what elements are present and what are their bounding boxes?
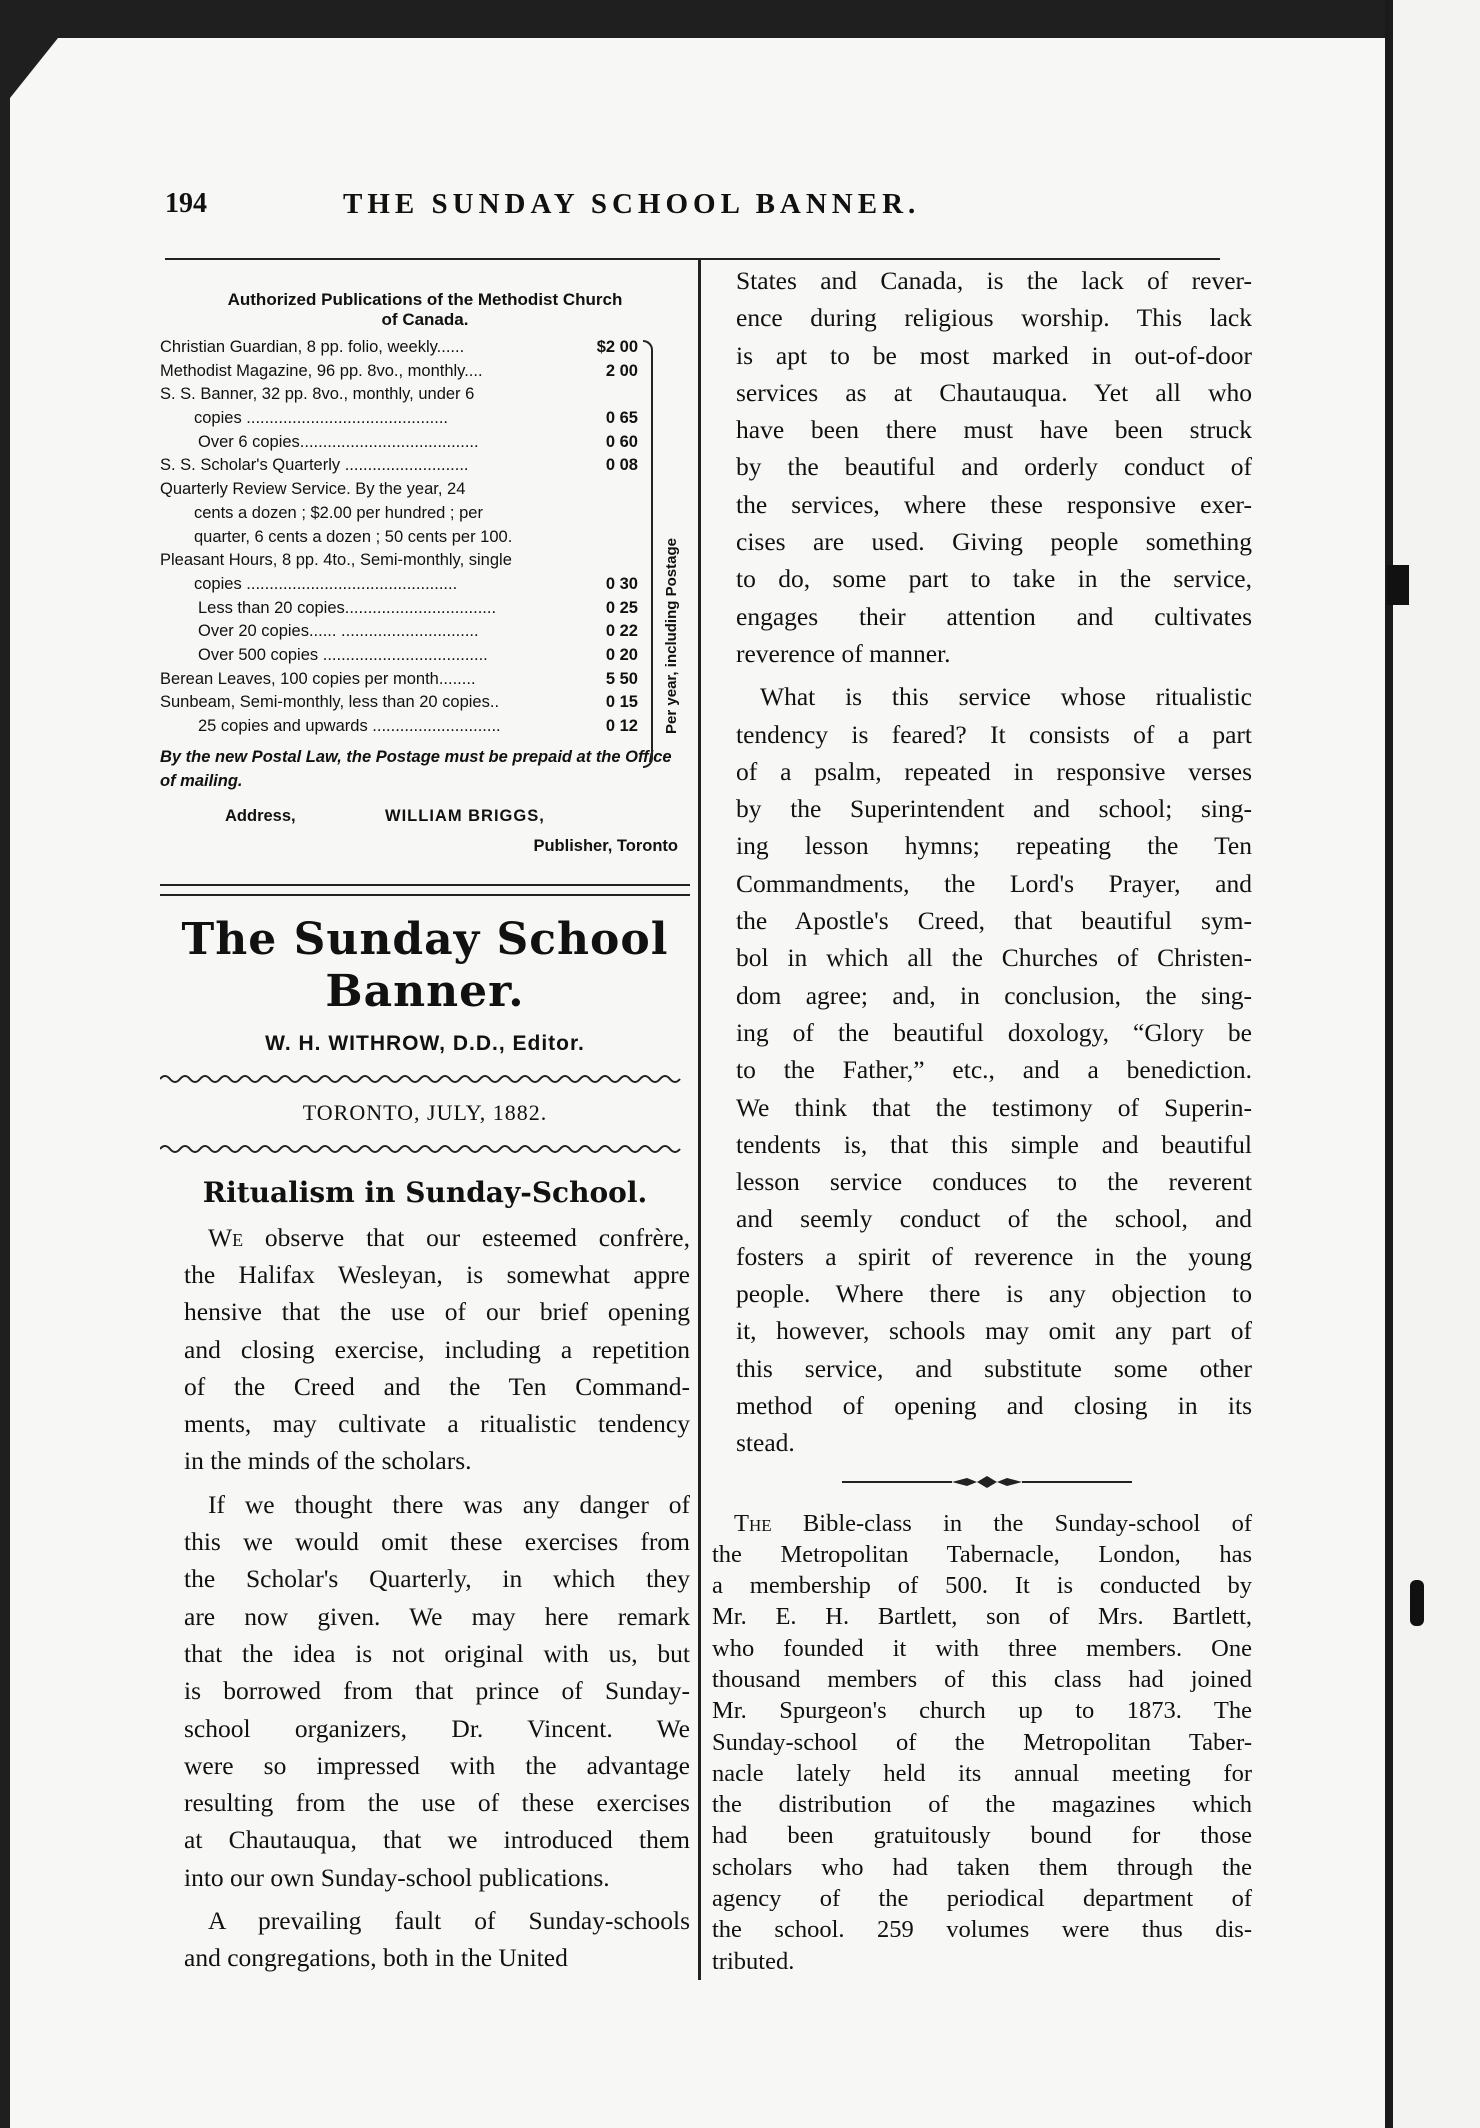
text-line: who founded it with three members. One <box>712 1634 1252 1662</box>
price-list-row <box>160 454 690 478</box>
price-list-label: Less than 20 copies................................. <box>198 598 497 617</box>
text-line: by the beautiful and orderly conduct of <box>736 452 1252 482</box>
price-list-label: cents a dozen ; $2.00 per hundred ; per <box>194 503 483 522</box>
text-line: bol in which all the Churches of Christen- <box>736 943 1252 973</box>
price-list-row <box>160 573 690 597</box>
price-list-row <box>160 383 690 407</box>
address-label: Address, <box>225 806 296 825</box>
editor-line: W. H. WITHROW, D.D., Editor. <box>265 1031 585 1055</box>
article-body-right <box>712 262 1252 1462</box>
price-list-price: 0 22 <box>605 622 638 641</box>
price-list-price: 0 20 <box>605 645 638 664</box>
article-paragraph <box>712 262 1252 672</box>
text-line: lesson service conduces to the reverent <box>736 1167 1252 1197</box>
text-line: The Bible-class in the Sunday-school of <box>734 1509 1252 1537</box>
price-list-row <box>160 478 690 502</box>
facing-page-edge <box>1385 0 1480 2128</box>
text-line: tendents is, that this simple and beautiful <box>736 1129 1252 1159</box>
price-list-label: copies .............................................. <box>194 574 458 593</box>
text-line: States and Canada, is the lack of rever- <box>736 266 1252 295</box>
text-line: the Metropolitan Tabernacle, London, has <box>712 1540 1252 1568</box>
price-list-label: Sunbeam, Semi-monthly, less than 20 copies.. <box>160 693 500 712</box>
price-list-label: Over 20 copies...... .............................. <box>198 622 479 641</box>
publisher-line: Publisher, Toronto <box>533 836 678 855</box>
text-line: Mr. E. H. Bartlett, son of Mrs. Bartlett, <box>712 1603 1252 1631</box>
text-line: resulting from the use of these exercises <box>184 1788 690 1818</box>
running-title: THE SUNDAY SCHOOL BANNER. <box>343 188 921 220</box>
text-line: engages their attention and cultivates <box>736 601 1252 631</box>
price-list-price: 0 08 <box>605 456 638 475</box>
text-line: method of opening and closing in its <box>736 1390 1252 1420</box>
dateline: TORONTO, JULY, 1882. <box>302 1099 548 1125</box>
address-name: WILLIAM BRIGGS, <box>385 806 545 825</box>
text-line: reverence of manner. <box>736 638 951 668</box>
text-line: to do, some part to take in the service, <box>736 564 1252 594</box>
price-list-row <box>160 644 690 668</box>
text-line: We think that the testimony of Superin- <box>736 1092 1252 1122</box>
text-line: fosters a spirit of reverence in the young <box>736 1241 1252 1271</box>
price-list-label: Quarterly Review Service. By the year, 24 <box>160 480 466 499</box>
article-paragraph <box>160 1219 690 1480</box>
publications-price-list <box>160 336 690 739</box>
text-line: had been gratuitously bound for those <box>712 1822 1252 1850</box>
text-line: ence during religious worship. This lack <box>736 303 1252 333</box>
address-line <box>160 807 690 841</box>
price-list-row <box>160 336 690 360</box>
text-line: Mr. Spurgeon's church up to 1873. The <box>712 1697 1252 1725</box>
text-line: the Apostle's Creed, that beautiful sym- <box>736 906 1252 936</box>
text-line: the services, where these responsive exer- <box>736 489 1252 519</box>
ornamental-divider <box>842 1472 1132 1492</box>
price-list-row <box>160 620 690 644</box>
binding-mark <box>1387 565 1409 605</box>
price-list-row <box>160 431 690 455</box>
text-line: are now given. We may here remark <box>184 1601 690 1631</box>
column-rule <box>698 258 701 1980</box>
text-line: We observe that our esteemed confrère, <box>208 1222 690 1252</box>
text-line: school organizers, Dr. Vincent. We <box>184 1713 690 1743</box>
lead-word: The <box>734 1509 803 1537</box>
article-paragraph <box>160 1486 690 1896</box>
price-list-row <box>160 597 690 621</box>
page-gutter-shadow <box>1385 0 1393 2128</box>
price-list-label: Christian Guardian, 8 pp. folio, weekly...... <box>160 338 465 356</box>
price-list-price: 5 50 <box>605 669 638 688</box>
article-paragraph <box>712 678 1252 1461</box>
text-line: tendency is feared? It consists of a part <box>736 719 1252 749</box>
price-list-row <box>160 407 690 431</box>
price-list-label: S. S. Banner, 32 pp. 8vo., monthly, under 6 <box>160 385 475 404</box>
price-list-price: 0 65 <box>605 409 638 428</box>
text-line: services as at Chautauqua. Yet all who <box>736 377 1252 407</box>
page-number: 194 <box>165 188 207 219</box>
bible-class-text <box>712 1508 1252 1977</box>
text-line: of a psalm, repeated in responsive verses <box>736 756 1252 786</box>
binding-mark <box>1410 1580 1424 1626</box>
text-line: a membership of 500. It is conducted by <box>712 1572 1252 1600</box>
text-line: and congregations, both in the United <box>184 1943 568 1973</box>
price-list-price: 0 30 <box>605 574 638 593</box>
text-line: the Halifax Wesleyan, is somewhat appre <box>184 1259 690 1289</box>
left-column <box>160 270 690 1977</box>
text-line: of the Creed and the Ten Command- <box>184 1371 690 1401</box>
price-list-price: 2 00 <box>605 361 638 380</box>
text-line: is borrowed from that prince of Sunday- <box>184 1676 690 1706</box>
price-list-label: Over 6 copies....................................... <box>198 432 479 451</box>
text-line: dom agree; and, in conclusion, the sing- <box>736 980 1252 1010</box>
bracket-note-text: Per year, including Postage <box>663 538 680 734</box>
text-line: thousand members of this class had joined <box>712 1665 1252 1693</box>
price-list-price: 0 60 <box>605 432 638 451</box>
article-paragraph <box>160 1902 690 1977</box>
publications-title <box>160 290 690 330</box>
text-line: the Scholar's Quarterly, in which they <box>184 1564 690 1594</box>
price-list-label: Over 500 copies .................................... <box>198 645 488 664</box>
text-line: were so impressed with the advantage <box>184 1750 690 1780</box>
text-line: this we would omit these exercises from <box>184 1527 690 1557</box>
price-list-row <box>160 502 690 526</box>
masthead-title: The Sunday School Banner. <box>181 913 669 1017</box>
price-list-label: quarter, 6 cents a dozen ; 50 cents per 100. <box>194 527 513 546</box>
text-line: tributed. <box>712 1947 795 1975</box>
text-line: to the Father,” etc., and a benediction. <box>736 1055 1252 1085</box>
text-line: scholars who had taken them through the <box>712 1853 1252 1881</box>
text-line: What is this service whose ritualistic <box>760 682 1252 712</box>
price-list-label: Methodist Magazine, 96 pp. 8vo., monthly.... <box>160 361 483 380</box>
text-line: the distribution of the magazines which <box>712 1791 1252 1819</box>
price-list-row <box>160 526 690 550</box>
article-title: Ritualism in Sunday-School. <box>202 1175 648 1209</box>
text-line: in the minds of the scholars. <box>184 1446 472 1476</box>
publications-title-line: Authorized Publications of the Methodist Church <box>227 290 623 309</box>
text-line: the school. 259 volumes were thus dis- <box>712 1916 1252 1944</box>
price-list-label: copies ............................................ <box>194 409 448 428</box>
price-list-row <box>160 360 690 384</box>
text-line: Commandments, the Lord's Prayer, and <box>736 868 1252 898</box>
text-line: and seemly conduct of the school, and <box>736 1204 1252 1234</box>
price-list-label: Berean Leaves, 100 copies per month........ <box>160 669 476 688</box>
text-line: A prevailing fault of Sunday-schools <box>208 1906 690 1936</box>
text-line: this service, and substitute some other <box>736 1353 1252 1383</box>
price-list-row <box>160 549 690 573</box>
postal-law-note: By the new Postal Law, the Postage must be prepaid at the Office of mailing. <box>160 747 672 790</box>
text-line: it, however, schools may omit any part of <box>736 1316 1252 1346</box>
right-column <box>712 262 1252 1977</box>
text-line: at Chautauqua, that we introduced them <box>184 1825 690 1855</box>
price-list-price: 0 15 <box>605 693 638 712</box>
text-line: agency of the periodical department of <box>712 1885 1252 1913</box>
text-line: people. Where there is any objection to <box>736 1279 1252 1309</box>
price-list-label: 25 copies and upwards ............................ <box>198 717 501 735</box>
text-line: stead. <box>736 1428 795 1458</box>
price-list-row <box>160 691 690 715</box>
text-line: nacle lately held its annual meeting for <box>712 1759 1252 1787</box>
text-line: If we thought there was any danger of <box>208 1489 690 1519</box>
text-line: and closing exercise, including a repetition <box>184 1334 690 1364</box>
wavy-rule <box>160 1140 690 1158</box>
price-list-row <box>160 715 690 739</box>
text-line: is apt to be most marked in out-of-door <box>736 340 1252 370</box>
header-rule <box>165 258 1220 260</box>
bible-class-paragraph <box>712 1508 1252 1977</box>
section-double-rule <box>160 884 690 896</box>
text-line: ing lesson hymns; repeating the Ten <box>736 831 1252 861</box>
price-list-price: 0 25 <box>605 598 638 617</box>
text-line: cises are used. Giving people something <box>736 527 1252 557</box>
price-list-label: S. S. Scholar's Quarterly ........................... <box>160 456 469 475</box>
text-line: by the Superintendent and school; sing- <box>736 794 1252 824</box>
lead-word: We <box>208 1222 265 1252</box>
text-line: hensive that the use of our brief opening <box>184 1297 690 1327</box>
text-line: ments, may cultivate a ritualistic tendency <box>184 1409 690 1439</box>
price-list-price: $2 00 <box>596 338 638 356</box>
text-line: Sunday-school of the Metropolitan Taber- <box>712 1728 1252 1756</box>
text-line: have been there must have been struck <box>736 415 1252 445</box>
price-list-price: 0 12 <box>605 717 638 735</box>
publications-title-line: of Canada. <box>381 310 469 329</box>
text-line: that the idea is not original with us, but <box>184 1638 690 1668</box>
price-list-label: Pleasant Hours, 8 pp. 4to., Semi-monthly, single <box>160 551 512 570</box>
article-body-left <box>160 1219 690 1977</box>
running-header <box>165 188 1165 228</box>
price-list-row <box>160 668 690 692</box>
text-line: ing of the beautiful doxology, “Glory be <box>736 1017 1252 1047</box>
text-line: into our own Sunday-school publications. <box>184 1862 610 1892</box>
wavy-rule <box>160 1070 690 1088</box>
